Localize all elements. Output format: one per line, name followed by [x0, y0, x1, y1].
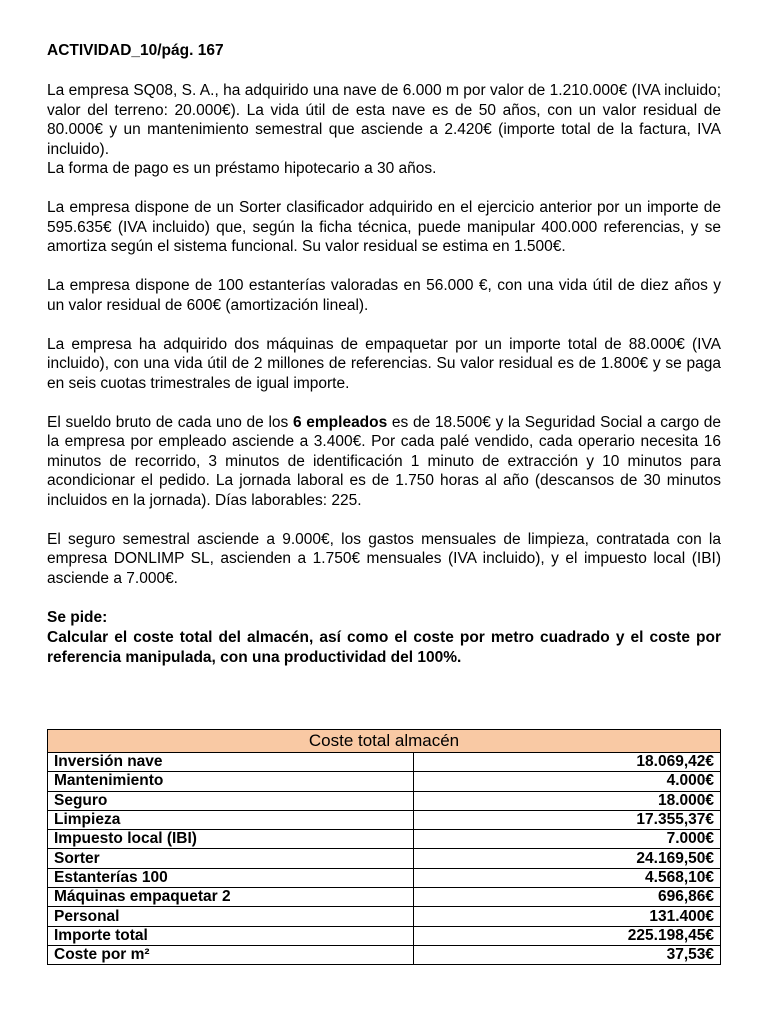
cost-item-label: Limpieza	[48, 810, 414, 829]
staff-count: 6 empleados	[292, 413, 388, 431]
table-row	[48, 907, 721, 926]
paragraph-warehouse: La empresa SQ08, S. A., ha adquirido una nave de 6.000 m por valor de 1.210.000€ (IVA incluido; valor del terreno: 20.000€). La vida útil de esta nave es de 50 años, con un valor residual de 80.000€ y un mantenimiento semestral que asciende a 2.420€ (importe total de la factura, IVA incluido).	[47, 82, 721, 158]
cost-item-value: 225.198,45€	[414, 926, 721, 945]
document-body	[47, 41, 721, 668]
paragraph-sorter: La empresa dispone de un Sorter clasificador adquirido en el ejercicio anterior por un importe de 595.635€ (IVA incluido) que, según la ficha técnica, puede manipular 400.000 referencias, y se amortiza según el sistema funcional. Su valor residual se estima en 1.500€.	[47, 199, 721, 255]
cost-item-value: 18.069,42€	[414, 753, 721, 772]
cost-item-label: Seguro	[48, 791, 414, 810]
cost-item-value: 696,86€	[414, 888, 721, 907]
cost-item-value: 37,53€	[414, 945, 721, 964]
table-row	[48, 791, 721, 810]
cost-item-label: Mantenimiento	[48, 772, 414, 791]
table-row	[48, 810, 721, 829]
cost-item-label: Importe total	[48, 926, 414, 945]
table-row	[48, 868, 721, 887]
cost-table-header-row	[48, 730, 721, 753]
activity-title: ACTIVIDAD_10/pág. 167	[47, 42, 224, 59]
paragraph-packing-machines: La empresa ha adquirido dos máquinas de empaquetar por un importe total de 88.000€ (IVA incluido), con una vida útil de 2 millones de referencias. Su valor residual es de 1.800€ y se paga en seis cuotas trimestrales de igual importe.	[47, 335, 721, 392]
cost-item-value: 131.400€	[414, 907, 721, 926]
paragraph-staff	[47, 413, 721, 511]
cost-item-label: Coste por m²	[48, 945, 414, 964]
cost-item-label: Estanterías 100	[48, 868, 414, 887]
cost-item-value: 18.000€	[414, 791, 721, 810]
table-row	[48, 772, 721, 791]
cost-item-label: Impuesto local (IBI)	[48, 830, 414, 849]
cost-item-label: Inversión nave	[48, 753, 414, 772]
cost-item-value: 17.355,37€	[414, 810, 721, 829]
cost-item-value: 7.000€	[414, 830, 721, 849]
staff-text-start: El sueldo bruto de cada uno de los	[47, 413, 293, 431]
cost-item-value: 24.169,50€	[414, 849, 721, 868]
table-row	[48, 753, 721, 772]
cost-item-value: 4.568,10€	[414, 868, 721, 887]
cost-item-label: Máquinas empaquetar 2	[48, 888, 414, 907]
table-row	[48, 945, 721, 964]
cost-item-label: Sorter	[48, 849, 414, 868]
cost-table-body	[48, 753, 721, 965]
question-label: Se pide:	[47, 608, 108, 626]
paragraph-expenses: El seguro semestral asciende a 9.000€, los gastos mensuales de limpieza, contratada con la empresa DONLIMP SL, ascienden a 1.750€ mensuales (IVA incluido), y el impuesto local (IBI) asciende a 7.000€.	[47, 530, 721, 587]
question-text: Calcular el coste total del almacén, así como el coste por metro cuadrado y el coste por referencia manipulada, con una productividad del 100%.	[47, 628, 721, 666]
paragraph-shelves: La empresa dispone de 100 estanterías valoradas en 56.000 €, con una vida útil de diez años y un valor residual de 600€ (amortización lineal).	[47, 277, 721, 314]
staff-text-end: es de 18.500€ y la Seguridad Social a cargo de la empresa por empleado asciende a 3.400€. Por cada palé vendido, cada operario necesita 16 minutos de recorrido, 3 minutos de identificación 1 minuto de extracción y 10 minutos para acondicionar el pedido. La jornada laboral es de 1.750 horas al año (descansos de 30 minutos incluidos en la jornada). Días laborables: 225.	[47, 413, 721, 509]
cost-item-value: 4.000€	[414, 772, 721, 791]
table-row	[48, 849, 721, 868]
table-row	[48, 830, 721, 849]
cost-item-label: Personal	[48, 907, 414, 926]
cost-table	[47, 729, 721, 965]
table-row	[48, 926, 721, 945]
paragraph-payment: La forma de pago es un préstamo hipotecario a 30 años.	[47, 160, 437, 177]
table-row	[48, 888, 721, 907]
cost-table-header: Coste total almacén	[48, 730, 721, 753]
